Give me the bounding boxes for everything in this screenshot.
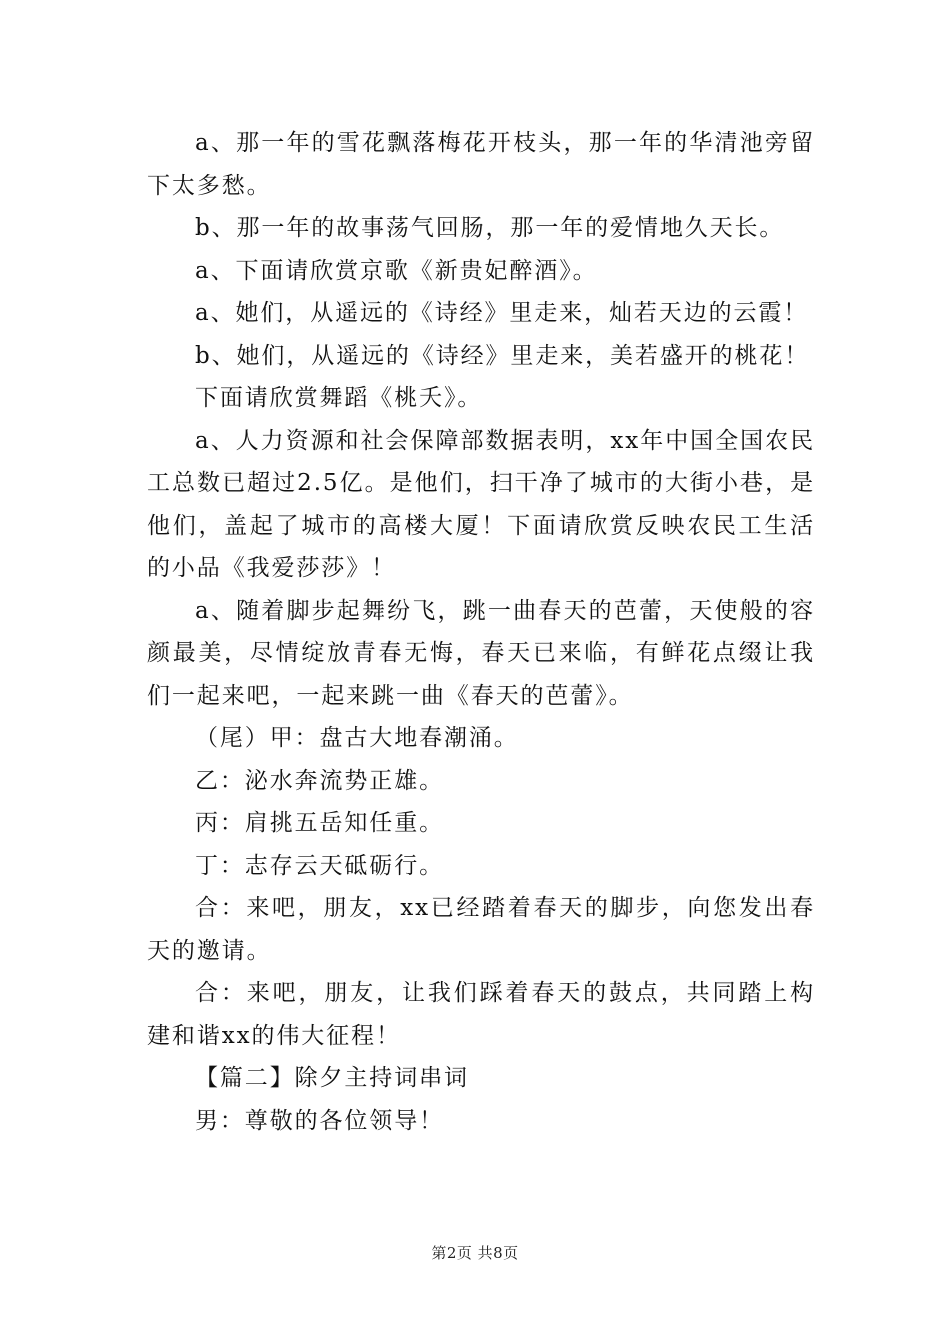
paragraph-1: a、那一年的雪花飘落梅花开枝头，那一年的华清池旁留下太多愁。 <box>147 130 815 199</box>
paragraph-7: a、人力资源和社会保障部数据表明，xx年中国全国农民工总数已超过2.5亿。是他们，扫干净了城市的大街小巷，是他们，盖起了城市的高楼大厦！下面请欣赏反映农民工生活的小品《我爱莎莎》！ <box>147 427 815 581</box>
paragraph-9: （尾）甲：盘古大地春潮涌。 <box>195 725 519 751</box>
paragraph-14: 合：来吧，朋友，让我们踩着春天的鼓点，共同踏上构建和谐xx的伟大征程！ <box>147 980 815 1049</box>
paragraph-10: 乙：泌水奔流势正雄。 <box>195 767 444 794</box>
paragraph-12: 丁：志存云天砥砺行。 <box>195 852 444 879</box>
paragraph-11: 丙：肩挑五岳知任重。 <box>195 810 444 836</box>
paragraph-3: a、下面请欣赏京歌《新贵妃醉酒》。 <box>195 257 598 284</box>
paragraph-4: a、她们，从遥远的《诗经》里走来，灿若天边的云霞！ <box>195 300 809 326</box>
paragraph-8: a、随着脚步起舞纷飞，跳一曲春天的芭蕾，天使般的容颜最美，尽情绽放青春无悔，春天已来临，有鲜花点缀让我们一起来吧，一起来跳一曲《春天的芭蕾》。 <box>147 597 815 709</box>
paragraph-13: 合：来吧，朋友，xx已经踏着春天的脚步，向您发出春天的邀请。 <box>147 895 815 964</box>
paragraph-6: 下面请欣赏舞蹈《桃夭》。 <box>195 385 483 411</box>
section-heading: 【篇二】除夕主持词串词 <box>195 1065 469 1091</box>
page-number-footer: 第2页 共8页 <box>431 1244 519 1262</box>
paragraph-5: b、她们，从遥远的《诗经》里走来，美若盛开的桃花！ <box>195 342 810 369</box>
paragraph-16: 男：尊敬的各位领导！ <box>195 1107 444 1134</box>
paragraph-2: b、那一年的故事荡气回肠，那一年的爱情地久天长。 <box>195 215 785 241</box>
document-body <box>147 122 815 1142</box>
